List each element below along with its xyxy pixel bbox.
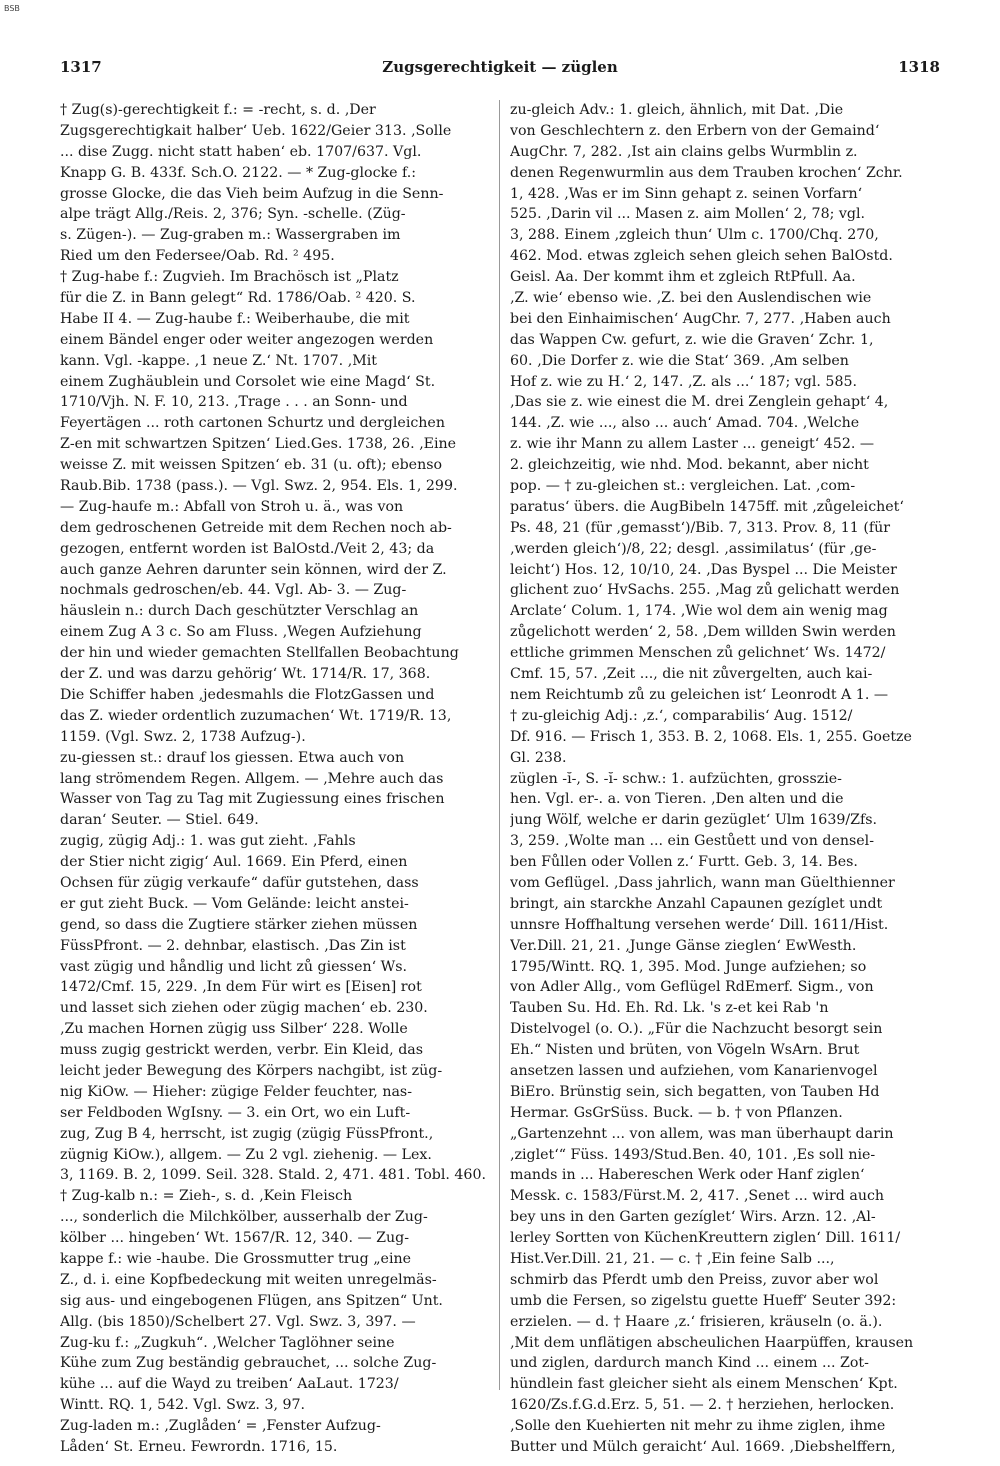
text-line: ‚ziglet‘“ Füss. 1493/Stud.Ben. 40, 101. ‚Es soll nie- — [510, 1146, 876, 1163]
text-line: Wasser von Tag zu Tag mit Zugiessung eines frischen — [60, 791, 445, 808]
text-line: zug, Zug B 4, herrscht, ist zugig (zügig FüssPfront., — [60, 1125, 434, 1142]
text-line: Zugsgerechtigkait halber‘ Ueb. 1622/Geier 313. ‚Solle — [60, 122, 452, 139]
left-column — [60, 100, 492, 1458]
text-line: Messk. c. 1583/Fürst.M. 2, 417. ‚Senet ... wird auch — [510, 1188, 885, 1205]
text-line: schmirb das Pferdt umb den Preiss, zuvor aber wol — [510, 1271, 879, 1288]
text-line: das Z. wieder ordentlich zuzumachen‘ Wt. 1719/R. 13, — [60, 707, 452, 724]
text-line: nig KiOw. — Hieher: zügige Felder feuchter, nas- — [60, 1083, 412, 1100]
library-stamp: BSB — [4, 4, 20, 13]
text-line: und lasset sich ziehen oder zügig machen‘ eb. 230. — [60, 1000, 428, 1017]
text-line: Ps. 48, 21 (für ‚gemasst‘)/Bib. 7, 313. Prov. 8, 11 (für — [510, 519, 891, 536]
text-line: weisse Z. mit weissen Spitzen‘ eb. 31 (u. oft); ebenso — [60, 457, 443, 474]
text-line: 144. ‚Z. wie ..., also ... auch‘ Amad. 704. ‚Welche — [510, 415, 860, 432]
text-line: † Zug-habe f.: Zugvieh. Im Brachösch ist „Platz — [60, 269, 399, 286]
text-line: Distelvogel (o. O.). „Für die Nachzucht besorgt sein — [510, 1021, 883, 1038]
text-line: hen. Vgl. er-. a. von Tieren. ‚Den alten und die — [510, 791, 844, 808]
text-line: lerley Sortten von KüchenKreuttern ziglen‘ Dill. 1611/ — [510, 1230, 901, 1247]
text-line: ..., sonderlich die Milchkölber, ausserhalb der Zug- — [60, 1209, 428, 1226]
text-line: er gut zieht Buck. — Vom Gelände: leicht anstei- — [60, 895, 409, 912]
text-line: 462. Mod. etwas zgleich sehen gleich sehen BalOstd. — [510, 248, 893, 265]
text-line: 60. ‚Die Dorfer z. wie die Stat‘ 369. ‚Am selben — [510, 352, 849, 369]
text-line: 3, 259. ‚Wolte man ... ein Gestůett und von densel- — [510, 833, 874, 850]
text-line: der hin und wieder gemachten Stellfallen Beobachtung — [60, 645, 459, 662]
text-line: von Geschlechtern z. den Erbern von der Gemaind‘ — [510, 122, 880, 139]
text-line: alpe trägt Allg./Reis. 2, 376; Syn. -schelle. (Züg- — [60, 206, 406, 223]
text-line: Habe II 4. — Zug-haube f.: Weiberhaube, die mit — [60, 310, 410, 327]
text-line: ‚Zu machen Hornen zügig uss Silber‘ 228. Wolle — [60, 1021, 408, 1038]
text-line: zu-gleich Adv.: 1. gleich, ähnlich, mit Dat. ‚Die — [510, 102, 844, 118]
text-line: 1472/Cmf. 15, 229. ‚In dem Für wirt es [Eisen] rot — [60, 979, 422, 996]
text-line: einem Zughäublein und Corsolet wie eine Magd‘ St. — [60, 373, 436, 390]
text-line: der Z. und was darzu gehörig‘ Wt. 1714/R. 17, 368. — [60, 666, 431, 683]
text-line: 1795/Wintt. RQ. 1, 395. Mod. Junge aufziehen; so — [510, 958, 867, 975]
text-line: Ried um den Federsee/Oab. Rd. ² 495. — [60, 248, 335, 265]
text-line: Df. 916. — Frisch 1, 353. B. 2, 1068. Els. 1, 255. Goetze — [510, 728, 912, 745]
text-line: Z-en mit schwartzen Spitzen‘ Lied.Ges. 1738, 26. ‚Eine — [60, 436, 457, 453]
text-line: mands in ... Habereschen Werk oder Hanf ziglen‘ — [510, 1167, 865, 1184]
text-line: Butter und Mülch geraicht‘ Aul. 1669. ‚Diebshelffern, — [510, 1439, 896, 1455]
text-line: vom Geflügel. ‚Dass jahrlich, wann man Güelthienner — [510, 874, 895, 891]
page-number-left: 1317 — [60, 58, 102, 76]
text-line: ettliche grimmen Menschen zů gelichnet‘ Ws. 1472/ — [510, 645, 886, 662]
text-line: Allg. (bis 1850)/Schelbert 27. Vgl. Swz. 3, 397. — — [60, 1313, 416, 1330]
text-line: † Zug(s)-gerechtigkeit f.: = -recht, s. d. ‚Der — [60, 102, 376, 118]
text-line: ‚Das sie z. wie einest die M. drei Zenglein gehapt‘ 4, — [510, 394, 889, 411]
text-line: einem Zug A 3 c. So am Fluss. ‚Wegen Aufziehung — [60, 624, 422, 641]
text-line: Ver.Dill. 21, 21. ‚Junge Gänse zieglen‘ EwWesth. — [510, 937, 857, 954]
text-line: 525. ‚Darin vil ... Masen z. aim Mollen‘ 2, 78; vgl. — [510, 206, 866, 223]
text-line: sig aus- und eingebogenen Flügen, ans Spitzen“ Unt. — [60, 1292, 443, 1309]
text-line: † Zug-kalb n.: = Zieh-, s. d. ‚Kein Fleisch — [60, 1188, 353, 1205]
text-line: Ochsen für zügig verkaufe“ dafür gutstehen, dass — [60, 874, 419, 891]
text-line: unnsre Hoffhaltung versehen werde‘ Dill. 1611/Hist. — [510, 916, 889, 933]
text-line: muss zugig gestrickt werden, verbr. Ein Kleid, das — [60, 1042, 424, 1059]
text-line: von Adler Allg., vom Geflügel RdEmerf. Sigm., von — [510, 979, 874, 996]
text-line: züglen -ĭ-, S. -ĭ- schw.: 1. aufzüchten, grosszie- — [510, 770, 842, 787]
text-line: 1, 428. ‚Was er im Sinn gehapt z. seinen Vorfarn‘ — [510, 185, 863, 202]
text-line: und ziglen, dardurch manch Kind ... einem ... Zot- — [510, 1355, 869, 1372]
text-line: paratus‘ übers. die AugBibeln 1475ff. mit ‚zůgeleichet‘ — [510, 498, 904, 515]
text-line: Zug-ku f.: „Zugkuh“. ‚Welcher Taglöhner seine — [60, 1334, 395, 1351]
text-line: hündlein fast gleicher sieht als einem Menschen‘ Kpt. — [510, 1376, 898, 1393]
text-line: daran‘ Seuter. — Stiel. 649. — [60, 812, 259, 829]
text-line: Kühe zum Zug beständig gebrauchet, ... solche Zug- — [60, 1355, 437, 1372]
text-line: vast zügig und håndlig und licht zů giessen‘ Ws. — [60, 958, 407, 975]
text-line: Knapp G. B. 433f. Sch.O. 2122. — * Zug-glocke f.: — [60, 164, 417, 181]
text-line: gezogen, entfernt worden ist BalOstd./Veit 2, 43; da — [60, 540, 435, 557]
right-column — [510, 100, 942, 1458]
text-line: für die Z. in Bann gelegt“ Rd. 1786/Oab. ² 420. S. — [60, 290, 416, 307]
text-line: Gl. 238. — [510, 749, 567, 766]
text-line: leicht‘) Hos. 12, 10/10, 24. ‚Das Byspel ... Die Meister — [510, 561, 897, 578]
text-line: jung Wölf, welche er darin gezüglet‘ Ulm 1639/Zfs. — [510, 812, 878, 829]
text-line: Låden‘ St. Erneu. Fewrordn. 1716, 15. — [60, 1439, 338, 1455]
text-line: zůgelichott werden‘ 2, 58. ‚Dem willden Swin werden — [510, 624, 896, 641]
text-line: kappe f.: wie -haube. Die Grossmutter trug „eine — [60, 1250, 412, 1267]
text-line: Arclate‘ Colum. 1, 174. ‚Wie wol dem ain wenig mag — [510, 603, 888, 620]
text-line: Wintt. RQ. 1, 542. Vgl. Swz. 3, 97. — [60, 1397, 306, 1414]
text-line: ‚Solle den Kuehierten nit mehr zu ihme ziglen, ihme — [510, 1418, 886, 1435]
text-line: Zug-laden m.: ‚Zuglåden‘ = ‚Fenster Aufzug- — [60, 1418, 381, 1435]
text-line: — Zug-haufe m.: Abfall von Stroh u. ä., was von — [60, 498, 404, 515]
text-line: Hermar. GsGrSüss. Buck. — b. † von Pflanzen. — [510, 1104, 843, 1121]
text-line: denen Regenwurmlin aus dem Trauben krochen‘ Zchr. — [510, 164, 903, 181]
text-line: ser Feldboden WgIsny. — 3. ein Ort, wo ein Luft- — [60, 1104, 411, 1121]
text-line: bey uns in den Garten gezíglet‘ Wirs. Arzn. 12. ‚Al- — [510, 1209, 876, 1226]
text-line: einem Bändel enger oder weiter angezogen werden — [60, 331, 434, 348]
text-line: lang strömendem Regen. Allgem. — ‚Mehre auch das — [60, 770, 444, 787]
text-line: Raub.Bib. 1738 (pass.). — Vgl. Swz. 2, 954. Els. 1, 299. — [60, 478, 458, 495]
text-line: leicht jeder Bewegung des Körpers nachgibt, ist züg- — [60, 1062, 443, 1079]
text-line: ‚Z. wie‘ ebenso wie. ‚Z. bei den Auslendischen wie — [510, 290, 872, 307]
text-line: † zu-gleichig Adj.: ‚z.‘, comparabilis‘ Aug. 1512/ — [510, 707, 853, 724]
text-line: 1620/Zs.f.G.d.Erz. 5, 51. — 2. † herziehen, herlocken. — [510, 1397, 895, 1414]
text-line: bringt, ain starckhe Anzahl Capaunen gezíglet undt — [510, 895, 883, 912]
text-line: AugChr. 7, 282. ‚Ist ain clains gelbs Wurmblin z. — [510, 143, 858, 160]
text-line: gend, so dass die Zugtiere stärker ziehen müssen — [60, 916, 418, 933]
text-line: pop. — † zu-gleichen st.: vergleichen. Lat. ‚com- — [510, 478, 856, 495]
text-line: Geisl. Aa. Der kommt ihm et zgleich RtPfull. Aa. — [510, 269, 856, 286]
text-line: auch ganze Aehren darunter sein können, wird der Z. — [60, 561, 447, 578]
text-line: dem gedroschenen Getreide mit dem Rechen noch ab- — [60, 519, 452, 536]
text-line: grosse Glocke, die das Vieh beim Aufzug in die Senn- — [60, 185, 444, 202]
text-line: umb die Fersen, so zigelstu guette Hueff‘ Seuter 392: — [510, 1292, 897, 1309]
text-line: z. wie ihr Mann zu allem Laster ... geneigt‘ 452. — — [510, 436, 875, 453]
running-title: Zugsgerechtigkeit — züglen — [382, 58, 618, 76]
text-line: Eh.“ Nisten und brüten, von Vögeln WsArn. Brut — [510, 1042, 860, 1059]
text-line: 2. gleichzeitig, wie nhd. Mod. bekannt, aber nicht — [510, 457, 869, 474]
text-line: der Stier nicht zigig‘ Aul. 1669. Ein Pferd, einen — [60, 854, 408, 871]
text-line: 3, 288. Einem ‚zgleich thun‘ Ulm c. 1700/Chq. 270, — [510, 227, 879, 244]
text-line: 3, 1169. B. 2, 1099. Seil. 328. Stald. 2, 471. 481. Tobl. 460. — [60, 1167, 486, 1184]
text-line: Tauben Su. Hd. Eh. Rd. Lk. 's z-et kei Rab 'n — [510, 1000, 829, 1017]
text-line: Die Schiffer haben ‚jedesmahls die FlotzGassen und — [60, 686, 435, 703]
text-line: Hist.Ver.Dill. 21, 21. — c. † ‚Ein feine Salb ..., — [510, 1250, 835, 1267]
text-line: s. Zügen-). — Zug-graben m.: Wassergraben im — [60, 227, 401, 244]
text-line: nem Reichtumb zů zu geleichen ist‘ Leonrodt A 1. — — [510, 686, 889, 703]
text-line: ... dise Zugg. nicht statt haben‘ eb. 1707/637. Vgl. — [60, 143, 422, 160]
text-line: BiEro. Brünstig sein, sich begatten, von Tauben Hd — [510, 1083, 880, 1100]
text-line: ben Fůllen oder Vollen z.‘ Furtt. Geb. 3, 14. Bes. — [510, 854, 858, 871]
text-line: erzielen. — d. † Haare ‚z.‘ frisieren, kräuseln (o. ä.). — [510, 1313, 883, 1330]
text-line: 1710/Vjh. N. F. 10, 213. ‚Trage . . . an Sonn- und — [60, 394, 408, 411]
text-line: ‚werden gleich‘)/8, 22; desgl. ‚assimilatus‘ (für ‚ge- — [510, 540, 877, 557]
text-line: kölber ... hingeben‘ Wt. 1567/R. 12, 340. — Zug- — [60, 1230, 410, 1247]
text-line: zugig, zügig Adj.: 1. was gut zieht. ‚Fahls — [60, 833, 356, 850]
text-line: ‚Mit dem unflätigen abscheulichen Haarpüffen, krausen — [510, 1334, 914, 1351]
text-line: glichent zuo‘ HvSachs. 255. ‚Mag zů gelichatt werden — [510, 582, 900, 599]
text-line: 1159. (Vgl. Swz. 2, 1738 Aufzug-). — [60, 728, 306, 745]
column-divider — [499, 100, 500, 1390]
text-line: ansetzen lassen und aufziehen, vom Kanarienvogel — [510, 1062, 878, 1079]
text-line: „Gartenzehnt ... von allem, was man überhaupt darin — [510, 1125, 894, 1142]
text-line: das Wappen Cw. gefurt, z. wie die Graven‘ Zchr. 1, — [510, 331, 874, 348]
page-header — [60, 58, 940, 82]
page-number-right: 1318 — [898, 58, 940, 76]
text-line: häuslein n.: durch Dach geschützter Verschlag an — [60, 603, 419, 620]
text-line: nochmals gedroschen/eb. 44. Vgl. Ab- 3. — Zug- — [60, 582, 407, 599]
text-line: FüssPfront. — 2. dehnbar, elastisch. ‚Das Zin ist — [60, 937, 406, 954]
text-line: kühe ... auf die Wayd zu treiben‘ AaLaut. 1723/ — [60, 1376, 399, 1393]
text-line: Hof z. wie zu H.‘ 2, 147. ‚Z. als ...‘ 187; vgl. 585. — [510, 373, 858, 390]
text-line: Feyertägen ... roth cartonen Schurtz und dergleichen — [60, 415, 445, 432]
text-line: bei den Einhaimischen‘ AugChr. 7, 277. ‚Haben auch — [510, 310, 891, 327]
text-line: Z., d. i. eine Kopfbedeckung mit weiten unregelmäs- — [60, 1271, 437, 1288]
text-line: zu-giessen st.: drauf los giessen. Etwa auch von — [60, 749, 405, 766]
text-line: Cmf. 15, 57. ‚Zeit ..., die nit zůvergelten, auch kai- — [510, 666, 873, 683]
text-line: zügnig KiOw.), allgem. — Zu 2 vgl. ziehenig. — Lex. — [60, 1146, 432, 1163]
text-line: kann. Vgl. -kappe. ‚1 neue Z.‘ Nt. 1707. ‚Mit — [60, 352, 377, 369]
